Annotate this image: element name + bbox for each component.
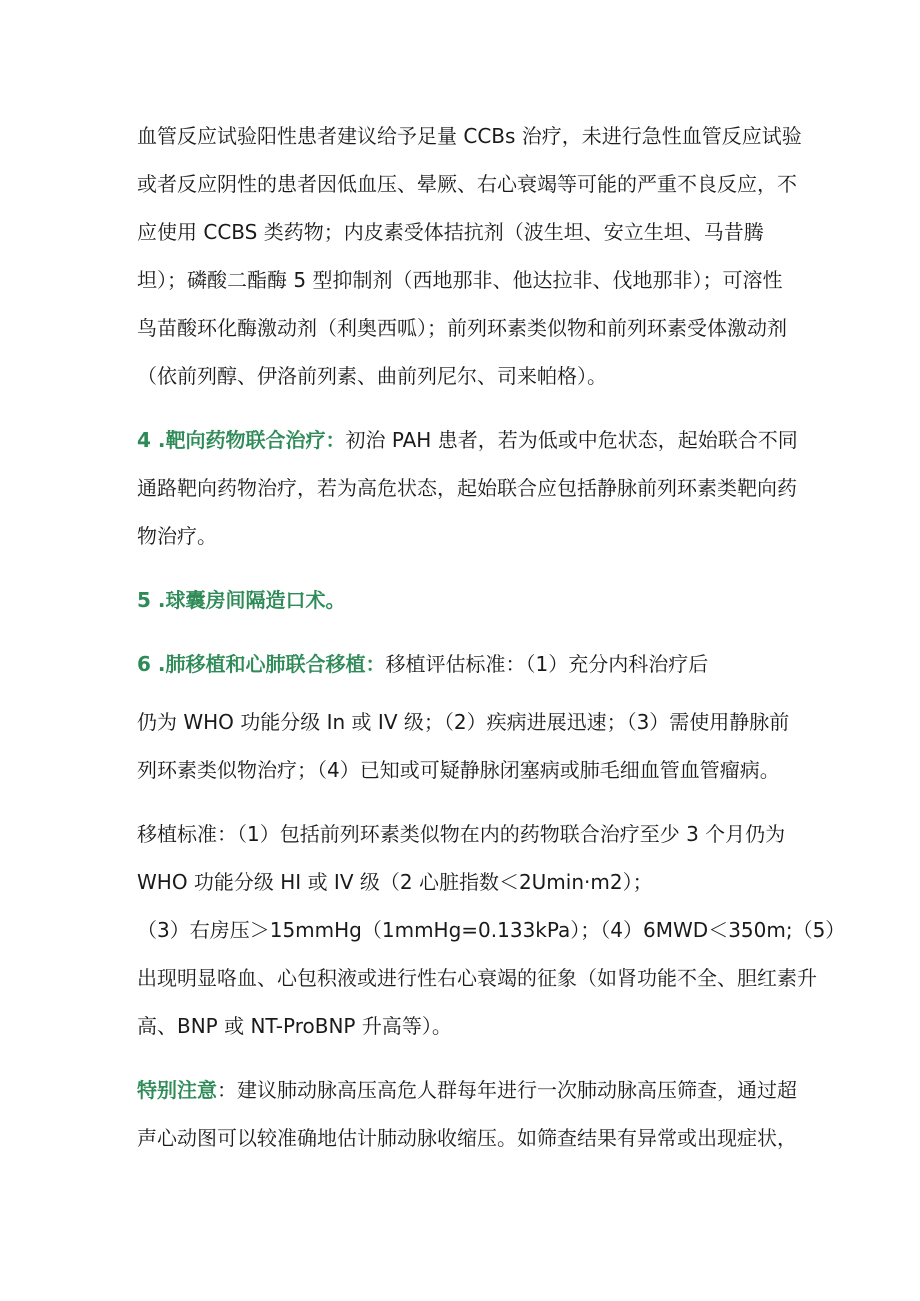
text-line: 声心动图可以较准确地估计肺动脉收缩压。如筛查结果有异常或出现症状， (137, 1126, 797, 1150)
text-line: 鸟苗酸环化酶激动剂（利奥西呱）；前列环素类似物和前列环素受体激动剂 (137, 316, 787, 340)
text-line: （依前列醇、伊洛前列素、曲前列尼尔、司来帕格）。 (137, 364, 607, 388)
section-heading-4: 4 .靶向药物联合治疗： (137, 428, 346, 452)
text-line: 仍为 WHO 功能分级 In 或 IV 级；（2）疾病进展迅速；（3）需使用静脉前 (137, 710, 790, 734)
text-line: 移植标准：（1）包括前列环素类似物在内的药物联合治疗至少 3 个月仍为 (137, 822, 786, 846)
text-line: 列环素类似物治疗；（4）已知或可疑静脉闭塞病或肺毛细血管血管瘤病。 (137, 758, 780, 782)
text-line: 出现明显咯血、心包积液或进行性右心衰竭的征象（如肾功能不全、胆红素升 (137, 966, 817, 990)
text-line: 应使用 CCBS 类药物；内皮素受体拮抗剂（波生坦、安立生坦、马昔腾 (137, 220, 764, 244)
text-line (137, 640, 837, 688)
text-line: 通路靶向药物治疗，若为高危状态，起始联合应包括静脉前列环素类靶向药 (137, 476, 797, 500)
paragraph-evaluation-criteria (137, 698, 837, 794)
text-line (137, 416, 837, 464)
text-line: （3）右房压＞15mmHg（1mmHg=0.133kPa）；（4）6MWD＜350m;（5） (137, 918, 846, 942)
paragraph-special-note (137, 1066, 837, 1162)
section-heading-5: 5 .球囊房间隔造口术。 (137, 588, 346, 612)
text-line: 物治疗。 (137, 524, 217, 548)
text-line (137, 1066, 837, 1114)
text-fragment: ：建议肺动脉高压高危人群每年进行一次肺动脉高压筛查，通过超 (217, 1078, 797, 1102)
paragraph-transplant-criteria (137, 810, 846, 1050)
document-page (137, 112, 846, 1162)
text-line: 坦）；磷酸二酯酶 5 型抑制剂（西地那非、他达拉非、伐地那非）；可溶性 (137, 268, 783, 292)
text-line: 血管反应试验阳性患者建议给予足量 CCBs 治疗，未进行急性血管反应试验 (137, 124, 802, 148)
text-line: 高、BNP 或 NT-ProBNP 升高等）。 (137, 1014, 452, 1038)
paragraph-ccbs-treatment (137, 112, 837, 400)
text-fragment: 初治 PAH 患者，若为低或中危状态，起始联合不同 (345, 428, 798, 452)
paragraph-balloon-septostomy (137, 576, 837, 624)
special-note-label: 特别注意 (137, 1078, 217, 1102)
paragraph-lung-transplant (137, 640, 837, 688)
text-fragment: 移植评估标准：（1）充分内科治疗后 (385, 652, 709, 676)
text-line: WHO 功能分级 HI 或 IV 级（2 心脏指数＜2Umin·m2）； (137, 870, 653, 894)
section-heading-6: 6 .肺移植和心肺联合移植： (137, 652, 386, 676)
text-line: 或者反应阴性的患者因低血压、晕厥、右心衰竭等可能的严重不良反应，不 (137, 172, 797, 196)
paragraph-combination-therapy (137, 416, 837, 560)
